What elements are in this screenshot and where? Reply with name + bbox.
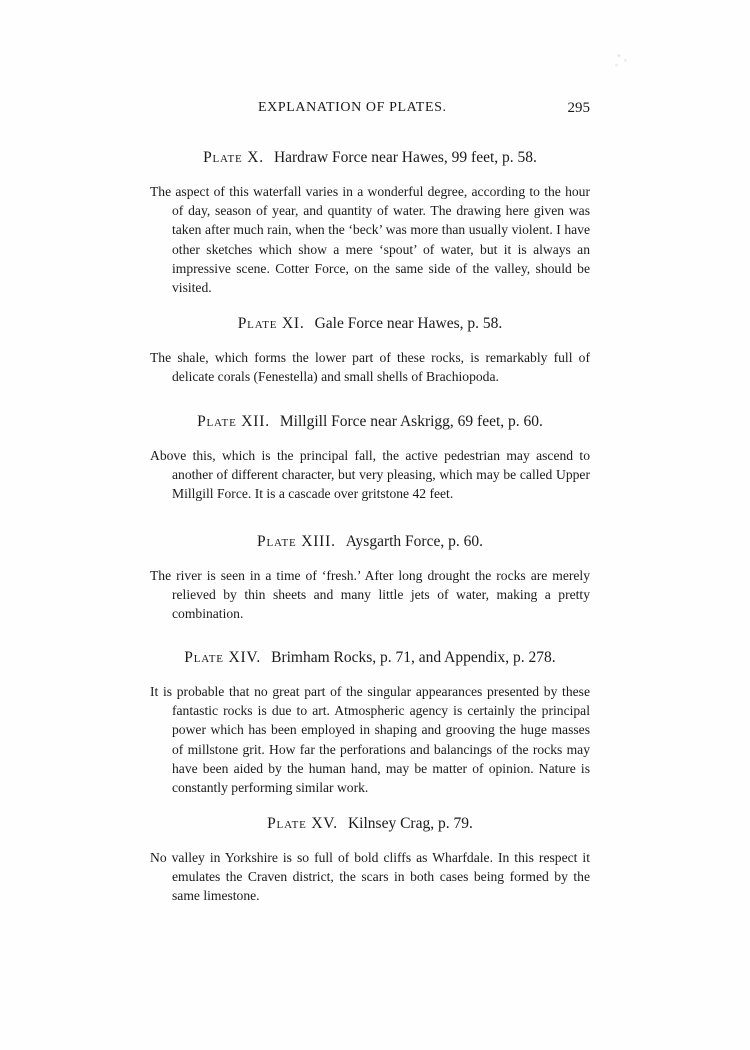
plate-label: Plate XIV.	[184, 649, 262, 666]
plate-label: Plate XV.	[267, 815, 338, 832]
running-head	[150, 100, 590, 122]
plate-description: No valley in Yorkshire is so full of bold cliffs as Wharfdale. In this respect it emulates the Craven district, the scars in both cases being formed by the same limestone.	[150, 850, 590, 904]
plate-caption: Aysgarth Force, p. 60.	[345, 533, 483, 550]
plate-xii-entry	[150, 412, 590, 504]
plate-caption: Kilnsey Crag, p. 79.	[347, 815, 473, 832]
plate-label: Plate XI.	[237, 315, 305, 332]
paper-blemish	[610, 46, 632, 70]
plate-heading	[150, 412, 590, 432]
plate-heading	[150, 814, 590, 834]
plate-label: Plate X.	[203, 149, 264, 166]
plate-xiv-entry	[150, 648, 590, 797]
page-number: 295	[567, 100, 590, 116]
plate-xi-entry	[150, 314, 590, 386]
plate-label: Plate XII.	[197, 413, 270, 430]
plate-description: The shale, which forms the lower part of these rocks, is remarkably full of delicate corals (Fenestella) and small shells of Brachiopoda.	[150, 350, 590, 385]
plate-description: The aspect of this waterfall varies in a wonderful degree, according to the hour of day, season of year, and quantity of water. The drawing here given was taken after much rain, when the ‘beck’ was more than usually violent. I have other sketches which show a mere ‘spout’ of water, but it is always an impressive scene. Cotter Force, on the same side of the valley, should be visited.	[150, 184, 590, 296]
plate-x-entry	[150, 148, 590, 297]
plate-heading	[150, 148, 590, 168]
plate-xiii-entry	[150, 532, 590, 624]
plate-caption: Millgill Force near Askrigg, 69 feet, p. 60.	[279, 413, 543, 430]
plate-heading	[150, 532, 590, 552]
plate-heading	[150, 314, 590, 334]
plate-description: The river is seen in a time of ‘fresh.’ After long drought the rocks are merely relieved by thin sheets and many little jets of water, making a pretty combination.	[150, 568, 590, 622]
plate-caption: Brimham Rocks, p. 71, and Appendix, p. 278.	[271, 649, 556, 666]
plate-caption: Gale Force near Hawes, p. 58.	[314, 315, 503, 332]
plate-label: Plate XIII.	[257, 533, 336, 550]
running-head-title: EXPLANATION OF PLATES.	[258, 100, 447, 115]
plate-heading	[150, 648, 590, 668]
plate-description: It is probable that no great part of the singular appearances presented by these fantastic rocks is due to art. Atmospheric agency is certainly the principal power which has been employed in shaping and grooving the huge masses of millstone grit. How far the perforations and balancings of the rocks may have been aided by the human hand, may be matter of opinion. Nature is constantly performing similar work.	[150, 684, 590, 796]
plate-caption: Hardraw Force near Hawes, 99 feet, p. 58.	[273, 149, 537, 166]
plate-description: Above this, which is the principal fall, the active pedestrian may ascend to another of different character, but very pleasing, which may be called Upper Millgill Force. It is a cascade over gritstone 42 feet.	[150, 448, 590, 502]
plate-xv-entry	[150, 814, 590, 906]
